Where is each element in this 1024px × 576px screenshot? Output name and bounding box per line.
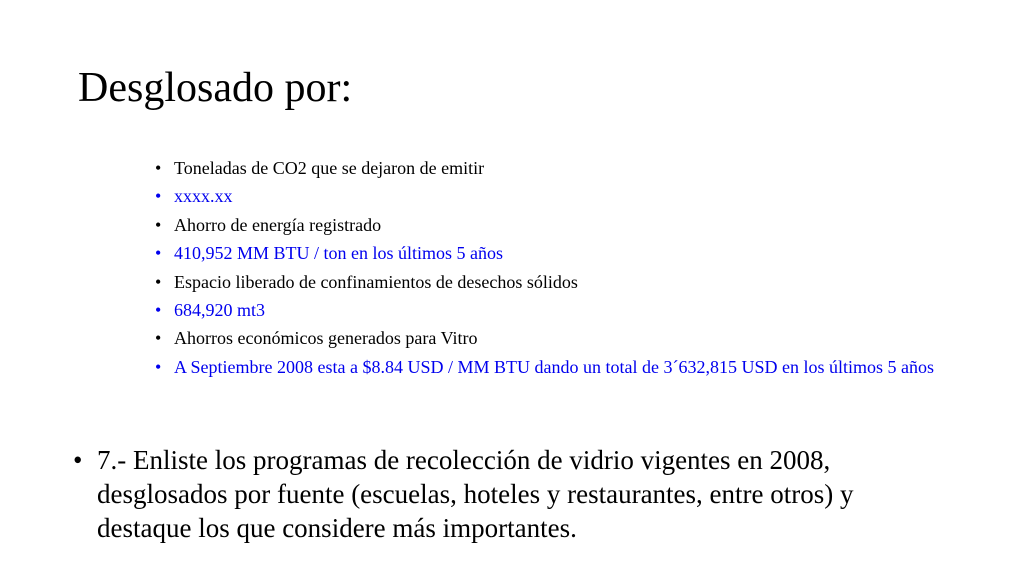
bullet-icon: • (155, 243, 162, 264)
sub-bullet-list (155, 157, 955, 384)
list-item (155, 327, 955, 349)
bullet-icon: • (155, 214, 162, 235)
question-text: 7.- Enliste los programas de recolección de vidrio vigentes en 2008, desglosados por fuente (escuelas, hoteles y restaurantes, entre otros) y destaque los que considere más importantes. (97, 445, 854, 543)
list-item-text: Toneladas de CO2 que se dejaron de emitir (174, 158, 485, 178)
slide-title: Desglosado por: (78, 65, 353, 111)
list-item (155, 214, 955, 236)
bullet-icon: • (155, 271, 162, 292)
list-item (155, 157, 955, 179)
list-item (73, 443, 953, 545)
bullet-icon: • (155, 186, 162, 207)
list-item (155, 271, 955, 293)
bullet-icon: • (155, 328, 162, 349)
list-item-text: Ahorro de energía registrado (174, 214, 382, 235)
main-bullet-list (73, 443, 953, 545)
bullet-icon: • (155, 158, 162, 178)
list-item-text: A Septiembre 2008 esta a $8.84 USD / MM BTU dando un total de 3´632,815 USD en los últimos 5 años (174, 356, 934, 377)
list-item-text: 684,920 mt3 (174, 299, 266, 320)
bullet-icon: • (73, 445, 83, 475)
list-item-text: xxxx.xx (174, 186, 233, 207)
list-item-text: Espacio liberado de confinamientos de desechos sólidos (174, 271, 578, 292)
list-item (155, 185, 955, 207)
list-item (155, 299, 955, 321)
list-item-text: Ahorros económicos generados para Vitro (174, 328, 478, 349)
list-item-text: 410,952 MM BTU / ton en los últimos 5 años (174, 243, 504, 264)
list-item (155, 356, 955, 378)
bullet-icon: • (155, 299, 162, 320)
list-item (155, 242, 955, 264)
bullet-icon: • (155, 356, 162, 377)
